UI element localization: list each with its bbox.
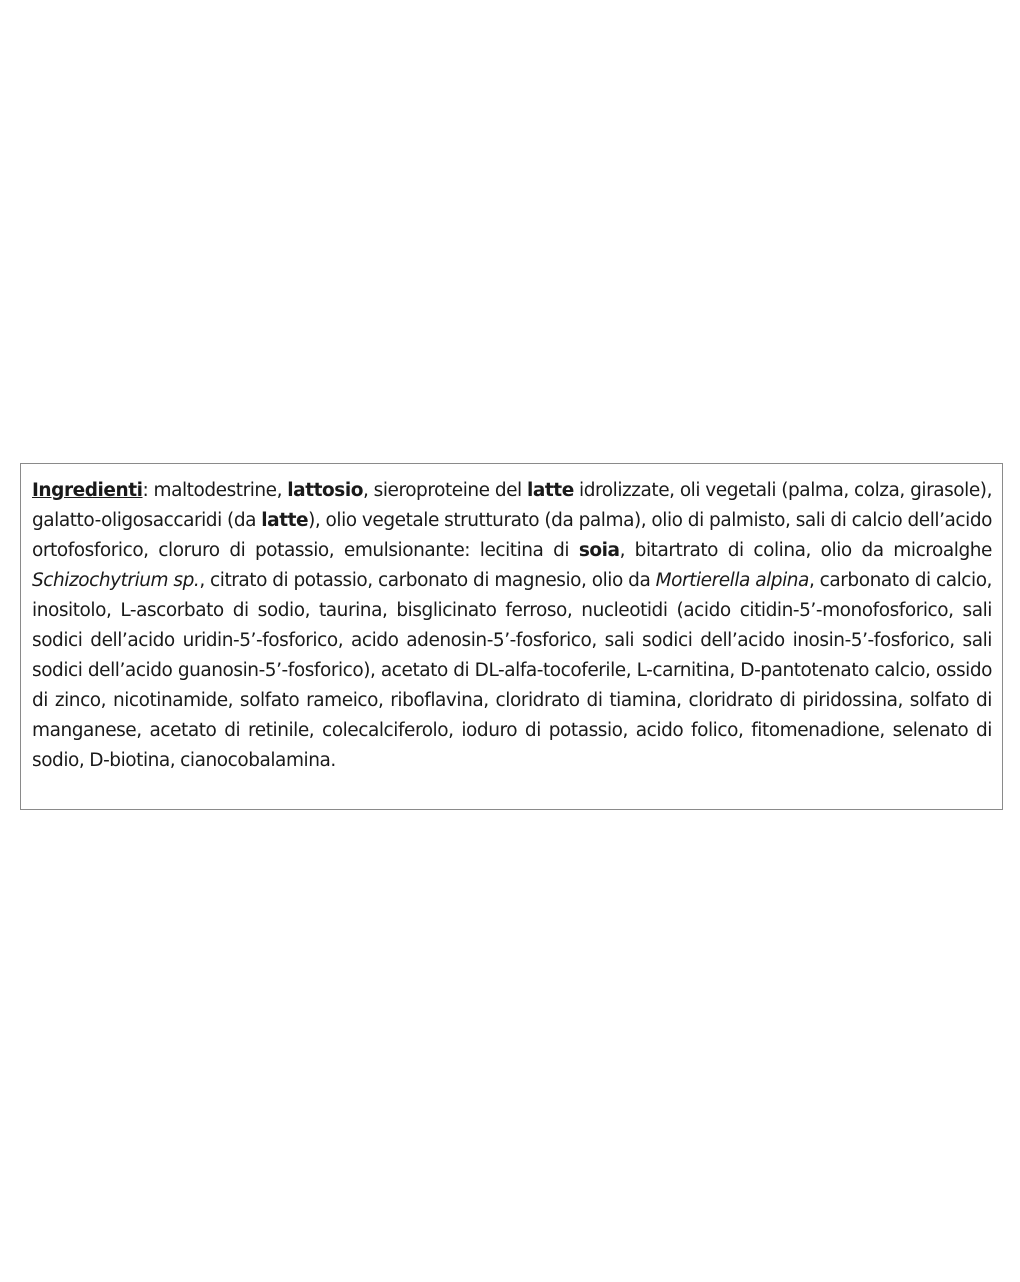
ingredients-box: [20, 463, 1003, 810]
species-mortierella: Mortierella alpina: [655, 570, 809, 591]
ingredients-heading: Ingredienti: [32, 480, 143, 501]
allergen-lattosio: lattosio: [287, 480, 363, 501]
allergen-latte: latte: [526, 480, 574, 501]
species-schizochytrium: Schizochytrium sp.: [32, 570, 200, 591]
ingredients-text: , sieroproteine del: [362, 480, 527, 501]
ingredients-paragraph: [32, 476, 992, 776]
ingredients-text: , citrato di potassio, carbonato di magnesio, olio da: [199, 570, 656, 591]
ingredients-text: : maltodestrine,: [142, 480, 288, 501]
ingredients-text: , carbonato di calcio, inositolo, L-ascorbato di sodio, taurina, bisglicinato ferroso, nucleotidi (acido citidin-5’-monofosforico, sali sodici dell’acido uridin-5’-fosforico, acido adenosin-5’-fosforico, sali sodici dell’acido inosin-5’-fosforico, sali sodici dell’acido guanosin-5’-fosforico), acetato di DL-alfa-tocoferile, L-carnitina, D-pantotenato calcio, ossido di zinco, nicotinamide, solfato rameico, riboflavina, cloridrato di tiamina, cloridrato di piridossina, solfato di manganese, acetato di retinile, colecalciferolo, ioduro di potassio, acido folico, fitomenadione, selenato di sodio, D-biotina, cianocobalamina.: [32, 570, 992, 771]
allergen-soia: soia: [578, 540, 620, 561]
allergen-latte: latte: [261, 510, 309, 531]
ingredients-text: ), olio vegetale strutturato (da palma), olio di palmisto, sali di calcio dell’acido ortofosforico, cloruro di potassio, emulsionante: lecitina di: [32, 510, 992, 561]
ingredients-text: idrolizzate, oli vegetali (palma, colza, girasole), galatto-oligosaccaridi (da: [32, 480, 992, 531]
ingredients-text: , bitartrato di colina, olio da microalghe: [619, 540, 992, 561]
